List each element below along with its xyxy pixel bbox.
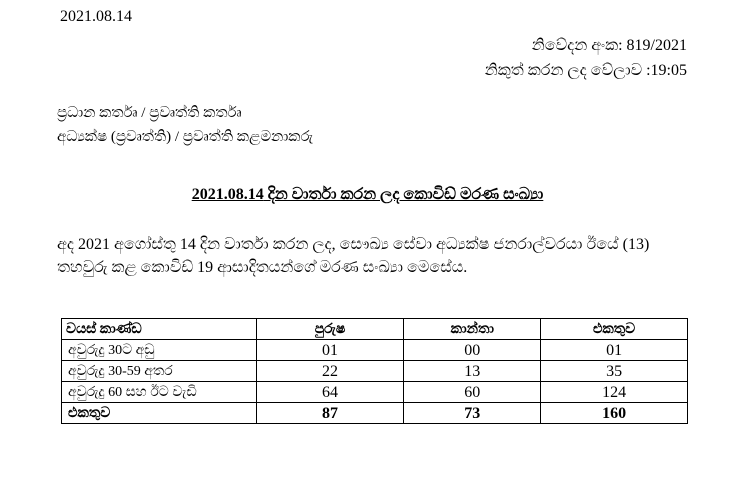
- document-title: [0, 186, 735, 204]
- release-number: නිවේදන අංක: 819/2021: [531, 37, 687, 54]
- age-group-cell: අවුරුදු 60 සහ ඊට වැඩි: [62, 382, 257, 403]
- male-cell: 01: [256, 340, 404, 361]
- header-age-group: වයස් කාණ්ඩ: [62, 319, 257, 340]
- male-cell: 22: [256, 361, 404, 382]
- release-time: නිකුත් කරන ලද වේලාව :19:05: [484, 62, 687, 79]
- header-total: එකතුව: [541, 319, 688, 340]
- document-date: 2021.08.14: [60, 8, 132, 25]
- total-cell: 01: [541, 340, 688, 361]
- release-info: [485, 33, 687, 83]
- table-header-row: [62, 319, 688, 340]
- total-cell: 124: [541, 382, 688, 403]
- female-cell: 00: [404, 340, 541, 361]
- body-paragraph: අද 2021 අගෝස්තු 14 දින වාර්තා කරන ලද, සෞඛ්‍ය සේවා අධ්‍යක්ෂ ජනරාල්වරයා ඊයේ (13) තහවුරු කළ කොවිඩ් 19 ආසාදිතයන්ගේ මරණ සංඛ්‍යා මෙසේය.: [57, 236, 650, 276]
- grand-total-cell: 160: [541, 403, 688, 424]
- title-text: දින වාර්තා කරන ලද කොවිඩ් මරණ සංඛ්‍යා: [263, 186, 544, 203]
- table-row: [62, 340, 688, 361]
- title-date: 2021.08.14: [191, 186, 264, 203]
- deaths-table: [61, 318, 688, 424]
- female-cell: 60: [404, 382, 541, 403]
- age-group-cell: අවුරුදු 30ට අඩු: [62, 340, 257, 361]
- age-group-cell: අවුරුදු 30-59 අතර: [62, 361, 257, 382]
- table-row: [62, 382, 688, 403]
- addressees: [57, 101, 313, 149]
- total-female-cell: 73: [404, 403, 541, 424]
- table-total-row: [62, 403, 688, 424]
- table-row: [62, 361, 688, 382]
- header-female: කාන්තා: [404, 319, 541, 340]
- total-label-cell: එකතුව: [62, 403, 257, 424]
- addressee-line-2: අධ්‍යක්ෂ (ප්‍රවෘත්ති) / ප්‍රවෘත්ති කළමනාකරු: [57, 129, 314, 145]
- addressee-line-1: ප්‍රධාන කර්තෘ / ප්‍රවෘත්ති කර්තෘ: [57, 105, 242, 121]
- header-male: පුරුෂ: [256, 319, 404, 340]
- female-cell: 13: [404, 361, 541, 382]
- total-cell: 35: [541, 361, 688, 382]
- male-cell: 64: [256, 382, 404, 403]
- total-male-cell: 87: [256, 403, 404, 424]
